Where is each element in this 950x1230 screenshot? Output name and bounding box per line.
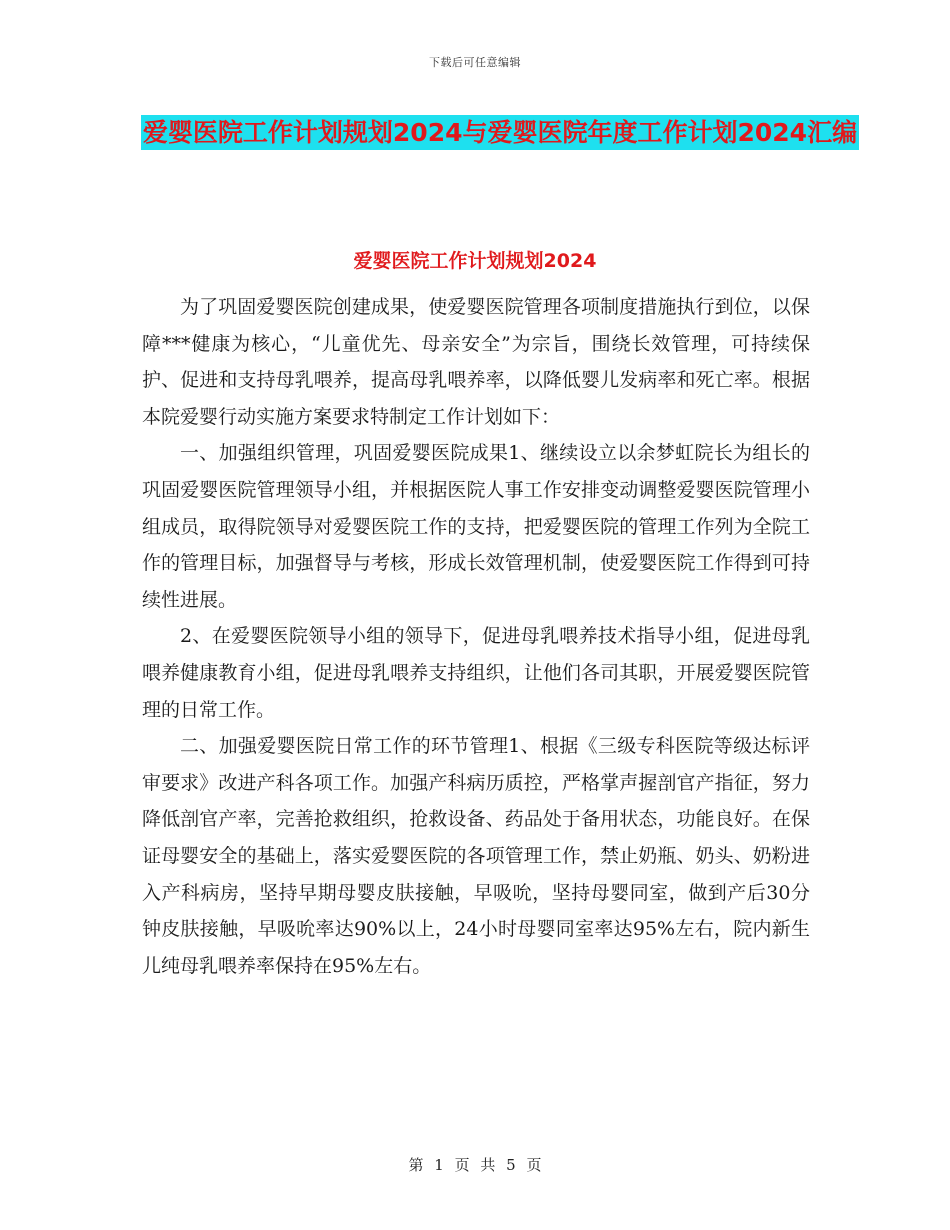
paragraph-daily-management: 二、加强爱婴医院日常工作的环节管理1、根据《三级专科医院等级达标评审要求》改进产科各项工作。加强产科病历质控，严格掌声握剖官产指征，努力降低剖官产率，完善抢救组织，抢救设备、药品处于备用状态，功能良好。在保证母婴安全的基础上，落实爱婴医院的各项管理工作，禁止奶瓶、奶头、奶粉进入产科病房，坚持早期母婴皮肤接触，早吸吮，坚持母婴同室，做到产后30分钟皮肤接触，早吸吮率达90%以上，24小时母婴同室率达95%左右，院内新生儿纯母乳喂养率保持在95%左右。 — [142, 735, 810, 977]
header-note: 下载后可任意编辑 — [429, 56, 521, 69]
body-text — [142, 289, 810, 984]
section-title: 爱婴医院工作计划规划2024 — [353, 250, 597, 272]
document-title-text: 爱婴医院工作计划规划2024与爱婴医院年度工作计划2024汇编 — [141, 115, 859, 150]
document-title — [140, 110, 860, 156]
paragraph-intro: 为了巩固爱婴医院创建成果，使爱婴医院管理各项制度措施执行到位，以保障***健康为核心，“儿童优先、母亲安全”为宗旨，围绕长效管理，可持续保护、促进和支持母乳喂养，提高母乳喂养率，以降低婴儿发病率和死亡率。根据本院爱婴行动实施方案要求特制定工作计划如下： — [142, 296, 810, 428]
paragraph-leadership: 2、在爱婴医院领导小组的领导下，促进母乳喂养技术指导小组，促进母乳喂养健康教育小组，促进母乳喂养支持组织，让他们各司其职，开展爱婴医院管理的日常工作。 — [142, 625, 810, 721]
paragraph-organization: 一、加强组织管理，巩固爱婴医院成果1、继续设立以余梦虹院长为组长的巩固爱婴医院管理领导小组，并根据医院人事工作安排变动调整爱婴医院管理小组成员，取得院领导对爱婴医院工作的支持，把爱婴医院的管理工作列为全院工作的管理目标，加强督导与考核，形成长效管理机制，使爱婴医院工作得到可持续性进展。 — [142, 442, 810, 611]
page-number-footer: 第 1 页 共 5 页 — [408, 1156, 542, 1174]
